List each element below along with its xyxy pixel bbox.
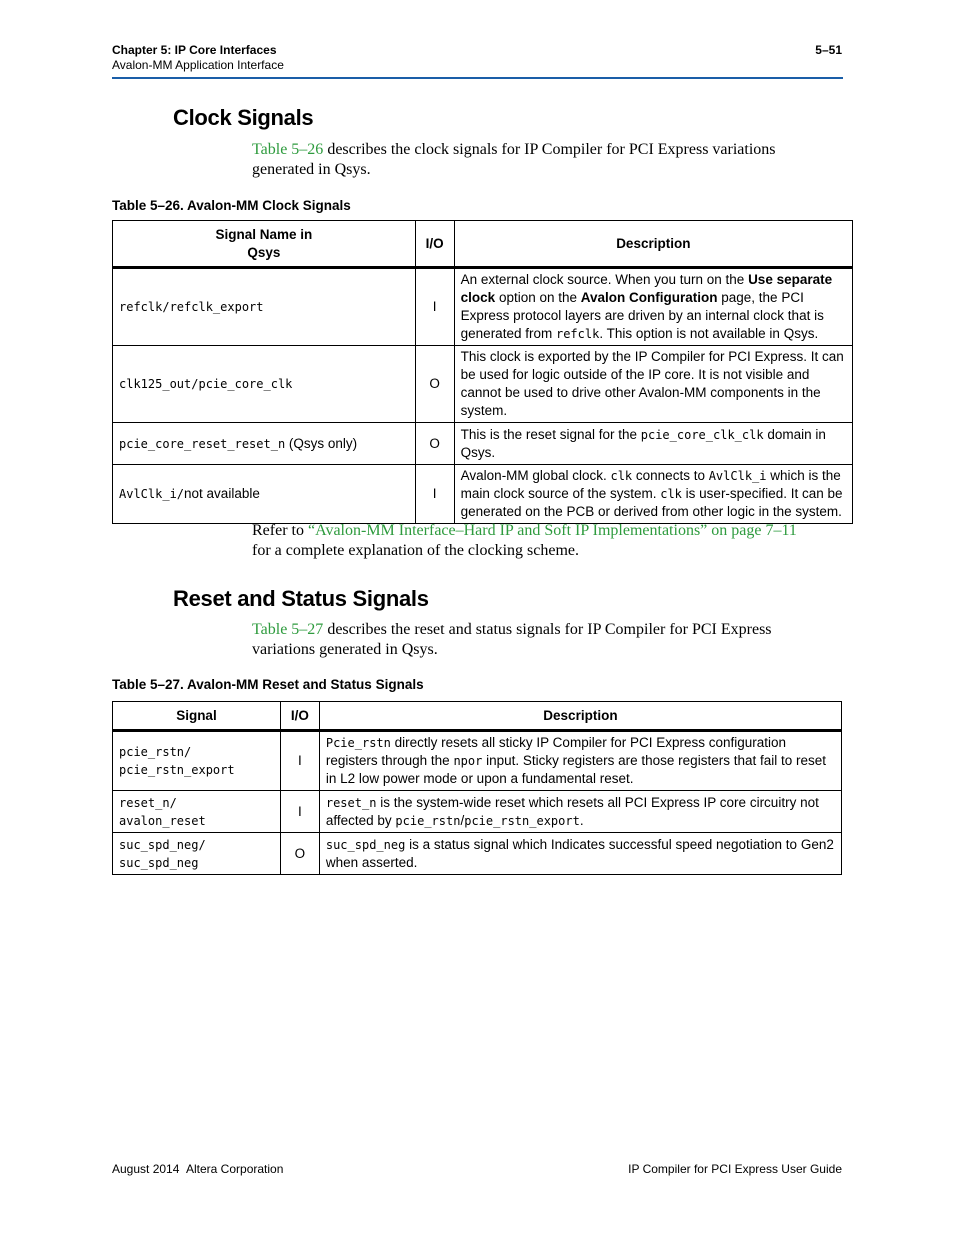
io-value: I	[415, 465, 454, 524]
footer-date: August 2014	[112, 1162, 180, 1176]
table-row	[113, 833, 842, 875]
col-header-io: I/O	[280, 702, 319, 731]
avalon-mm-interface-link[interactable]: “Avalon-MM Interface–Hard IP and Soft IP Implementations” on page 7–11	[307, 522, 797, 539]
table-row	[113, 465, 853, 524]
footer-guide-title: IP Compiler for PCI Express User Guide	[628, 1162, 842, 1176]
clock-heading: Clock Signals	[173, 105, 314, 130]
header-section: Avalon-MM Application Interface	[112, 58, 284, 72]
col-header-signal: Signal	[113, 702, 281, 731]
signal-name: suc_spd_neg/ suc_spd_neg	[113, 833, 281, 875]
io-value: I	[280, 791, 319, 833]
clock-signals-table	[112, 220, 853, 524]
clock-intro-text-2: generated in Qsys.	[252, 160, 371, 178]
signal-note: (Qsys only)	[285, 435, 358, 451]
io-value: I	[280, 731, 319, 791]
col-header-signal: Signal Name in Qsys	[113, 221, 416, 268]
signal-note: not available	[184, 486, 260, 501]
clock-refer-paragraph	[252, 521, 852, 560]
table-row	[113, 346, 853, 423]
table-row	[113, 791, 842, 833]
io-value: O	[415, 423, 454, 465]
signal-description: suc_spd_neg is a status signal which Indicates successful speed negotiation to Gen2 when asserted.	[319, 833, 841, 875]
signal-description: Avalon-MM global clock. clk connects to AvlClk_i which is the main clock source of the system. clk is user-specified. It can be generated on the PCB or derived from other logic in the system.	[454, 465, 852, 524]
col-header-description: Description	[454, 221, 852, 268]
reset-intro-text: describes the reset and status signals for IP Compiler for PCI Express	[323, 621, 772, 638]
signal-description: This is the reset signal for the pcie_core_clk_clk domain in Qsys.	[454, 423, 852, 465]
signal-description: reset_n is the system-wide reset which resets all PCI Express IP core circuitry not affected by pcie_rstn/pcie_rstn_export.	[319, 791, 841, 833]
table-5-26-link[interactable]: Table 5–26	[252, 141, 324, 158]
header-chapter: Chapter 5: IP Core Interfaces	[112, 43, 277, 57]
reset-signals-table	[112, 701, 842, 875]
signal-name: clk125_out/pcie_core_clk	[119, 377, 293, 391]
io-value: O	[415, 346, 454, 423]
reset-table-caption: Table 5–27. Avalon-MM Reset and Status Signals	[112, 677, 424, 692]
signal-name: pcie_rstn/ pcie_rstn_export	[113, 731, 281, 791]
signal-name: pcie_core_reset_reset_n	[119, 436, 286, 451]
io-value: I	[415, 268, 454, 346]
table-row	[113, 268, 853, 346]
signal-description: Pcie_rstn directly resets all sticky IP Compiler for PCI Express configuration registers through the npor input. Sticky registers are those registers that fail to reset in L2 low power mode or upon a fundamental reset.	[319, 731, 841, 791]
refer-prefix: Refer to	[252, 522, 308, 539]
clock-intro	[252, 140, 832, 179]
signal-name: reset_n/ avalon_reset	[113, 791, 281, 833]
footer-company: Altera Corporation	[186, 1162, 284, 1176]
col-header-io: I/O	[415, 221, 454, 268]
clock-table-caption: Table 5–26. Avalon-MM Clock Signals	[112, 198, 351, 213]
reset-intro-text-2: variations generated in Qsys.	[252, 640, 438, 658]
signal-description: An external clock source. When you turn on the Use separate clock option on the Avalon Configuration page, the PCI Express protocol layers are driven by an internal clock that is generated from refclk. This option is not available in Qsys.	[454, 268, 852, 346]
refer-text: for a complete explanation of the clocking scheme.	[252, 541, 579, 559]
clock-intro-text: describes the clock signals for IP Compiler for PCI Express variations	[323, 141, 776, 158]
io-value: O	[280, 833, 319, 875]
table-row	[113, 731, 842, 791]
reset-intro	[252, 620, 832, 659]
reset-heading: Reset and Status Signals	[173, 586, 429, 611]
col-header-description: Description	[319, 702, 841, 731]
signal-name: AvlClk_i/	[119, 487, 185, 501]
signal-description: This clock is exported by the IP Compiler for PCI Express. It can be used for logic outside of the IP core. It is not visible and cannot be used to drive other Avalon-MM components in the system.	[454, 346, 852, 423]
table-5-27-link[interactable]: Table 5–27	[252, 621, 324, 638]
header-rule	[112, 77, 843, 79]
signal-name: refclk/refclk_export	[119, 300, 264, 314]
table-row	[113, 423, 853, 465]
header-page-number: 5–51	[815, 43, 842, 57]
